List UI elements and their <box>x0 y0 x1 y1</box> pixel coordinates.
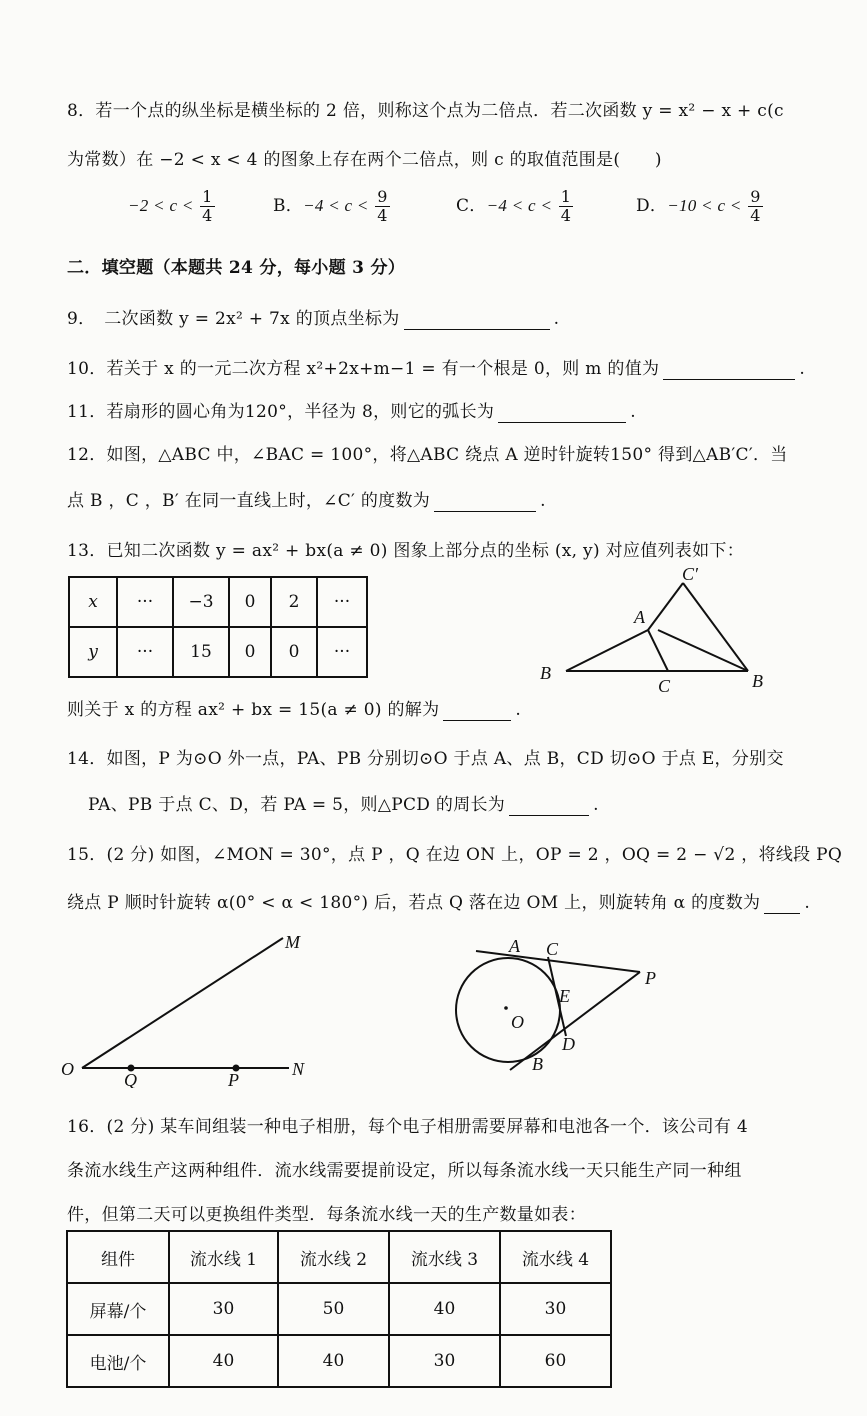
label-q: Q <box>124 1070 137 1088</box>
q12-answer-blank[interactable] <box>434 491 536 512</box>
q16-production-table <box>66 1230 612 1388</box>
label-a: A <box>509 936 520 956</box>
q13-answer-blank[interactable] <box>443 700 511 721</box>
label-c: C <box>546 939 559 959</box>
table-cell: ··· <box>117 577 173 627</box>
table-cell: 0 <box>229 627 271 677</box>
q13-line1: 13．已知二次函数 y = ax² + bx(a ≠ 0) 图象上部分点的坐标 (x, y) 对应值列表如下： <box>67 541 744 561</box>
table-header-cell: 流水线 4 <box>500 1231 611 1283</box>
table-cell: 60 <box>500 1335 611 1387</box>
q8-option-a: −2 < c < $\frac{1}{4}$ <box>128 187 213 225</box>
q15-line1: 15．(2 分) 如图，∠MON = 30°，点 P ，Q 在边 ON 上，OP = 2 ，OQ = 2 − √2 ，将线段 PQ <box>67 845 843 865</box>
table-cell: 40 <box>169 1335 278 1387</box>
label-b-prime: B <box>752 671 763 691</box>
segment-ba <box>566 630 648 671</box>
q8-option-c: C．−4 < c < $\frac{1}{4}$ <box>456 187 572 225</box>
label-p: P <box>228 1070 239 1088</box>
q8-option-d: D．−10 < c < $\frac{9}{4}$ <box>636 187 761 225</box>
label-m: M <box>285 932 300 952</box>
q15-answer-blank[interactable] <box>764 893 800 914</box>
table-cell: −3 <box>173 577 229 627</box>
q10: 10．若关于 x 的一元二次方程 x²+2x+m−1 = 有一个根是 0，则 m 的值为 . <box>67 359 806 379</box>
segment-ac-prime <box>648 583 683 630</box>
q8-line1: 8．若一个点的纵坐标是横坐标的 2 倍，则称这个点为二倍点．若二次函数 y = x² − x + c(c <box>67 101 784 121</box>
table-cell: 屏幕/个 <box>67 1283 169 1335</box>
segment-ab-prime <box>658 630 748 671</box>
table-cell: 50 <box>278 1283 389 1335</box>
q15-angle-figure <box>55 928 325 1088</box>
table-cell: ··· <box>317 627 367 677</box>
q14-circle-figure <box>440 930 670 1080</box>
label-b: B <box>540 663 551 683</box>
table-row <box>69 577 367 627</box>
q12-line2: 点 B ，C ，B′ 在同一直线上时，∠C′ 的度数为 . <box>67 491 546 511</box>
label-a: A <box>634 607 645 627</box>
label-c-prime: C′ <box>682 564 698 584</box>
q14-line1: 14．如图，P 为⊙O 外一点，PA、PB 分别切⊙O 于点 A、点 B，CD 切⊙O 于点 E，分别交 <box>67 749 784 769</box>
q13-value-table <box>68 576 368 678</box>
q14-answer-blank[interactable] <box>509 795 589 816</box>
label-o: O <box>511 1012 524 1032</box>
table-cell: 2 <box>271 577 317 627</box>
q10-answer-blank[interactable] <box>663 359 795 380</box>
table-row <box>69 627 367 677</box>
q9: 9． 二次函数 y = 2x² + 7x 的顶点坐标为 . <box>67 309 560 329</box>
q16-line3: 件，但第二天可以更换组件类型．每条流水线一天的生产数量如表： <box>67 1205 586 1225</box>
ray-om <box>82 938 283 1068</box>
circle-o <box>456 958 560 1062</box>
q15-line2: 绕点 P 顺时针旋转 α(0° < α < 180°) 后，若点 Q 落在边 OM 上，则旋转角 α 的度数为 . <box>67 893 811 913</box>
label-e: E <box>559 986 570 1006</box>
table-cell: 40 <box>389 1283 500 1335</box>
table-cell: 电池/个 <box>67 1335 169 1387</box>
table-cell: x <box>69 577 117 627</box>
center-o-dot <box>504 1006 508 1010</box>
table-cell: y <box>69 627 117 677</box>
segment-c-prime-b-prime <box>683 583 748 671</box>
section-fill-in-title: 二．填空题（本题共 24 分，每小题 3 分） <box>67 258 406 278</box>
table-row <box>67 1283 611 1335</box>
q11: 11．若扇形的圆心角为120°，半径为 8，则它的弧长为 . <box>67 402 636 422</box>
table-row <box>67 1335 611 1387</box>
table-header-cell: 流水线 1 <box>169 1231 278 1283</box>
label-d: D <box>562 1034 575 1054</box>
table-cell: ··· <box>117 627 173 677</box>
label-b: B <box>532 1054 543 1074</box>
table-cell: 40 <box>278 1335 389 1387</box>
q11-answer-blank[interactable] <box>498 402 626 423</box>
q12-triangle-figure <box>530 560 780 695</box>
table-cell: 0 <box>271 627 317 677</box>
table-cell: 0 <box>229 577 271 627</box>
tangent-pb <box>510 972 640 1070</box>
table-cell: ··· <box>317 577 367 627</box>
label-c: C <box>658 676 671 695</box>
segment-ac <box>648 630 668 671</box>
table-header-cell: 流水线 2 <box>278 1231 389 1283</box>
q8-line2: 为常数）在 −2 < x < 4 的图象上存在两个二倍点，则 c 的取值范围是( ) <box>67 150 662 170</box>
table-header-cell: 流水线 3 <box>389 1231 500 1283</box>
table-cell: 30 <box>389 1335 500 1387</box>
table-header-cell: 组件 <box>67 1231 169 1283</box>
q8-option-b: B．−4 < c < $\frac{9}{4}$ <box>273 187 388 225</box>
label-o: O <box>61 1059 74 1079</box>
table-cell: 30 <box>169 1283 278 1335</box>
q13-line2: 则关于 x 的方程 ax² + bx = 15(a ≠ 0) 的解为 . <box>67 700 522 720</box>
q14-line2: PA、PB 于点 C、D，若 PA = 5，则△PCD 的周长为 . <box>88 795 599 815</box>
q9-answer-blank[interactable] <box>404 309 550 330</box>
q16-line1: 16．(2 分) 某车间组装一种电子相册，每个电子相册需要屏幕和电池各一个．该公司有 4 <box>67 1117 748 1137</box>
table-header-row <box>67 1231 611 1283</box>
q16-line2: 条流水线生产这两种组件．流水线需要提前设定，所以每条流水线一天只能生产同一种组 <box>67 1161 742 1181</box>
label-n: N <box>292 1059 305 1079</box>
table-cell: 30 <box>500 1283 611 1335</box>
table-cell: 15 <box>173 627 229 677</box>
q12-line1: 12．如图，△ABC 中，∠BAC = 100°，将△ABC 绕点 A 逆时针旋转150° 得到△AB′C′．当 <box>67 445 788 465</box>
label-p: P <box>645 968 656 988</box>
